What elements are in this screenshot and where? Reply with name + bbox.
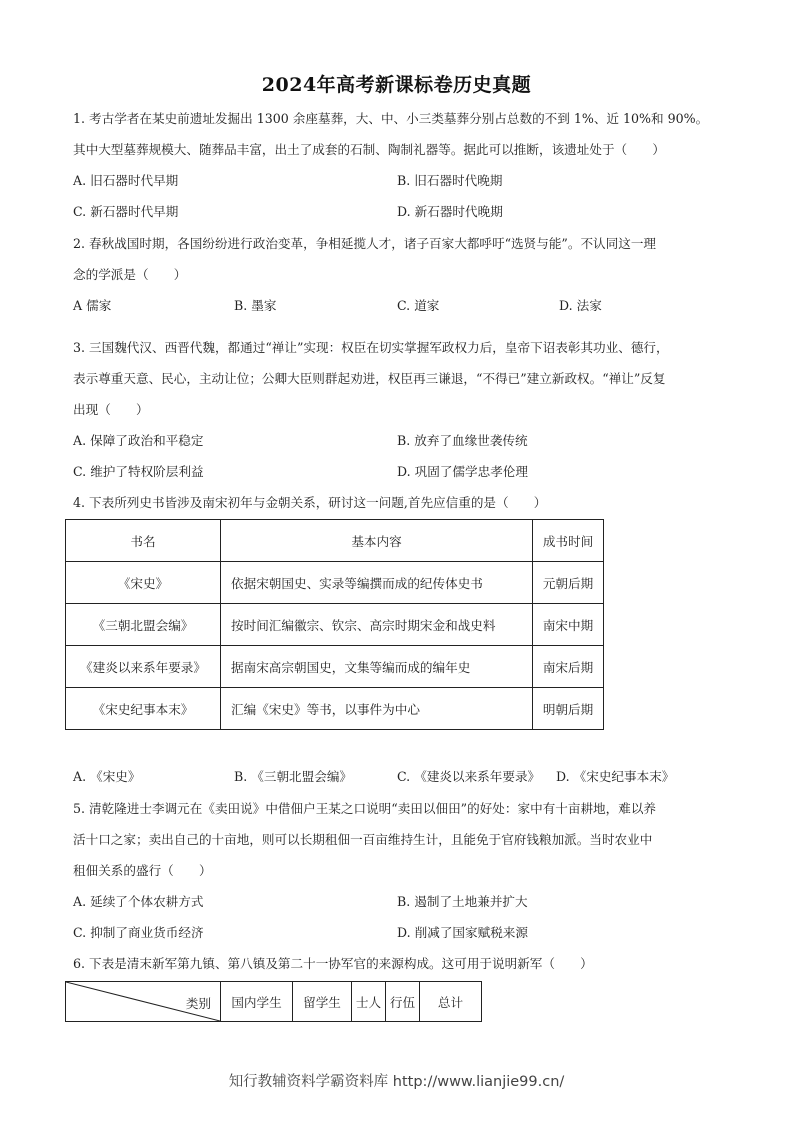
table-header-row [66,982,482,1022]
option-a[interactable]: A. 延续了个体农耕方式 [73,894,204,909]
table-header: 书名 [66,520,221,562]
question-text: 6. 下表是清末新军第九镇、第八镇及第二十一协军官的来源构成。这可用于说明新军（ ） [73,956,593,971]
table-header-row [66,520,604,562]
table-cell: 据南宋高宗朝国史，文集等编而成的编年史 [221,646,533,688]
table-cell: 元朝后期 [533,562,604,604]
army-officers-table [65,981,482,1022]
table-cell: 《建炎以来系年要录》 [66,646,221,688]
table-cell: 南宋中期 [533,604,604,646]
table-header: 行伍 [386,982,420,1022]
option-c[interactable]: C. 维护了特权阶层利益 [73,464,204,479]
table-header: 总计 [420,982,482,1022]
table-header: 士人 [352,982,386,1022]
option-b[interactable]: B. 遏制了土地兼并扩大 [397,894,528,909]
table-corner-label: 类别 [185,996,211,1011]
question-text: 租佃关系的盛行（ ） [73,863,212,878]
option-a[interactable]: A. 保障了政治和平稳定 [73,433,204,448]
table-cell: 依据宋朝国史、实录等编撰而成的纪传体史书 [221,562,533,604]
option-b[interactable]: B. 放弃了血缘世袭传统 [397,433,528,448]
footer-watermark: 知行教辅资料学霸资料库 http://www.lianjie99.cn/ [228,1074,565,1090]
table-cell: 明朝后期 [533,688,604,730]
question-text: 1. 考古学者在某史前遗址发掘出 1300 余座墓葬，大、中、小三类墓葬分别占总数的不到 1%、近 10%和 90%。 [73,111,709,126]
question-text: 活十口之家；卖出自己的十亩地，则可以长期租佃一百亩维持生计，且能免于官府钱粮加派。当时农业中 [73,832,653,847]
option-d[interactable]: D. 新石器时代晚期 [397,204,503,219]
table-row [66,604,604,646]
option-a[interactable]: A. 《宋史》 [73,769,141,784]
option-d[interactable]: D. 法家 [559,298,602,313]
history-books-table [65,519,604,730]
table-row [66,562,604,604]
option-c[interactable]: C. 《建炎以来系年要录》 [397,769,541,784]
table-cell: 按时间汇编徽宗、钦宗、高宗时期宋金和战史料 [221,604,533,646]
question-text: 4. 下表所列史书皆涉及南宋初年与金朝关系，研讨这一问题,首先应信重的是（ ） [73,495,547,510]
question-text: 2. 春秋战国时期，各国纷纷进行政治变革，争相延揽人才，诸子百家大都呼吁“选贤与能”。不认同这一理 [73,236,657,251]
table-header: 成书时间 [533,520,604,562]
question-text: 其中大型墓葬规模大、随葬品丰富，出土了成套的石制、陶制礼器等。据此可以推断，该遗址处于（ ） [73,142,665,157]
question-text: 3. 三国魏代汉、西晋代魏，都通过“禅让”实现：权臣在切实掌握军政权力后，皇帝下诏表彰其功业、德行， [73,340,669,355]
question-text: 出现（ ） [73,402,149,417]
option-c[interactable]: C. 新石器时代早期 [73,204,179,219]
option-b[interactable]: B. 旧石器时代晚期 [397,173,503,188]
table-cell: 《宋史》 [66,562,221,604]
table-header: 基本内容 [221,520,533,562]
table-corner-cell [66,982,221,1022]
question-text: 表示尊重天意、民心，主动让位；公卿大臣则群起劝进，权臣再三谦退，“不得已”建立新政权。“禅让”反复 [73,371,666,386]
option-d[interactable]: D. 《宋史纪事本末》 [556,769,675,784]
table-cell: 汇编《宋史》等书，以事件为中心 [221,688,533,730]
table-header: 留学生 [293,982,352,1022]
table-row [66,646,604,688]
table-cell: 《宋史纪事本末》 [66,688,221,730]
page-title: 2024年高考新课标卷历史真题 [261,74,532,96]
option-b[interactable]: B. 《三朝北盟会编》 [234,769,353,784]
option-c[interactable]: C. 道家 [397,298,440,313]
option-c[interactable]: C. 抑制了商业货币经济 [73,925,204,940]
table-row [66,688,604,730]
option-a[interactable]: A. 旧石器时代早期 [73,173,179,188]
option-d[interactable]: D. 巩固了儒学忠孝伦理 [397,464,528,479]
option-a[interactable]: A 儒家 [73,298,112,313]
question-text: 念的学派是（ ） [73,267,187,282]
table-header: 国内学生 [221,982,293,1022]
question-text: 5. 清乾隆进士李调元在《卖田说》中借佃户王某之口说明“卖田以佃田”的好处：家中有十亩耕地，难以养 [73,801,657,816]
option-b[interactable]: B. 墨家 [234,298,277,313]
table-cell: 南宋后期 [533,646,604,688]
option-d[interactable]: D. 削减了国家赋税来源 [397,925,528,940]
table-cell: 《三朝北盟会编》 [66,604,221,646]
